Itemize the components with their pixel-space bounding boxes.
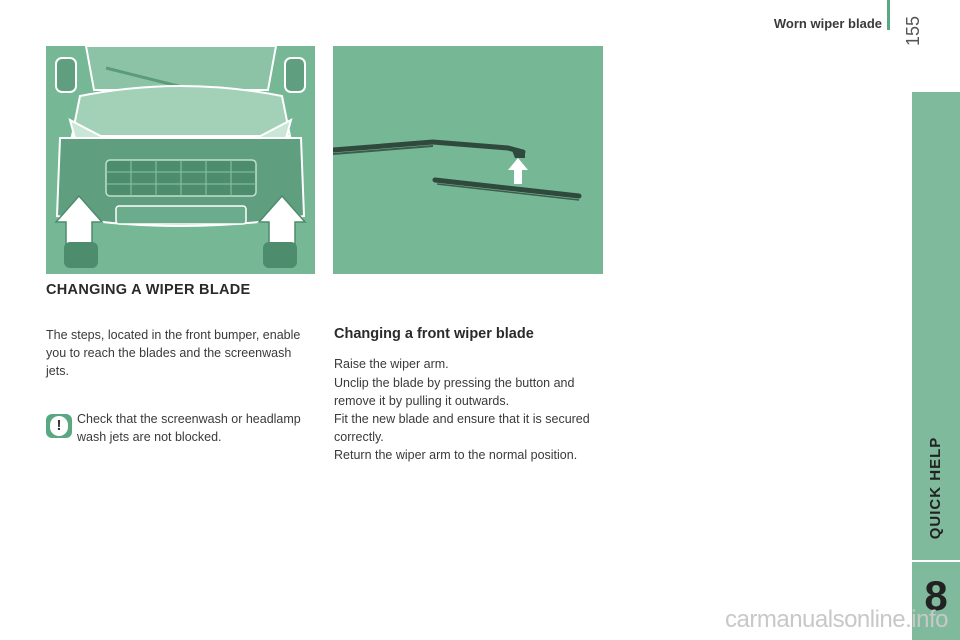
- header-divider: [887, 0, 890, 30]
- page-header-title: Worn wiper blade: [773, 16, 882, 31]
- step-return-arm: Return the wiper arm to the normal position.: [334, 448, 578, 462]
- wiper-blade-illustration: [333, 46, 603, 274]
- front-blade-heading: Changing a front wiper blade: [334, 326, 534, 342]
- step-fit-blade: Fit the new blade and ensure that it is secured correctly.: [334, 412, 590, 444]
- van-front-illustration: [46, 46, 315, 274]
- step-unclip-blade: Unclip the blade by pressing the button and remove it by pulling it outwards.: [334, 376, 575, 408]
- intro-paragraph: The steps, located in the front bumper, enable you to reach the blades and the screenwash jets.: [46, 328, 301, 378]
- section-heading: CHANGING A WIPER BLADE: [46, 282, 251, 298]
- warning-icon: !: [46, 414, 72, 438]
- side-tab-divider: [912, 560, 960, 562]
- chapter-label: QUICK HELP: [927, 436, 944, 540]
- page-number: 155: [903, 15, 923, 47]
- chapter-side-tab: [912, 92, 960, 640]
- chapter-number: 8: [924, 572, 948, 619]
- warning-note: Check that the screenwash or headlamp wash jets are not blocked.: [77, 412, 301, 444]
- step-raise-arm: Raise the wiper arm.: [334, 357, 449, 371]
- site-watermark: carmanualsonline.info: [725, 606, 948, 633]
